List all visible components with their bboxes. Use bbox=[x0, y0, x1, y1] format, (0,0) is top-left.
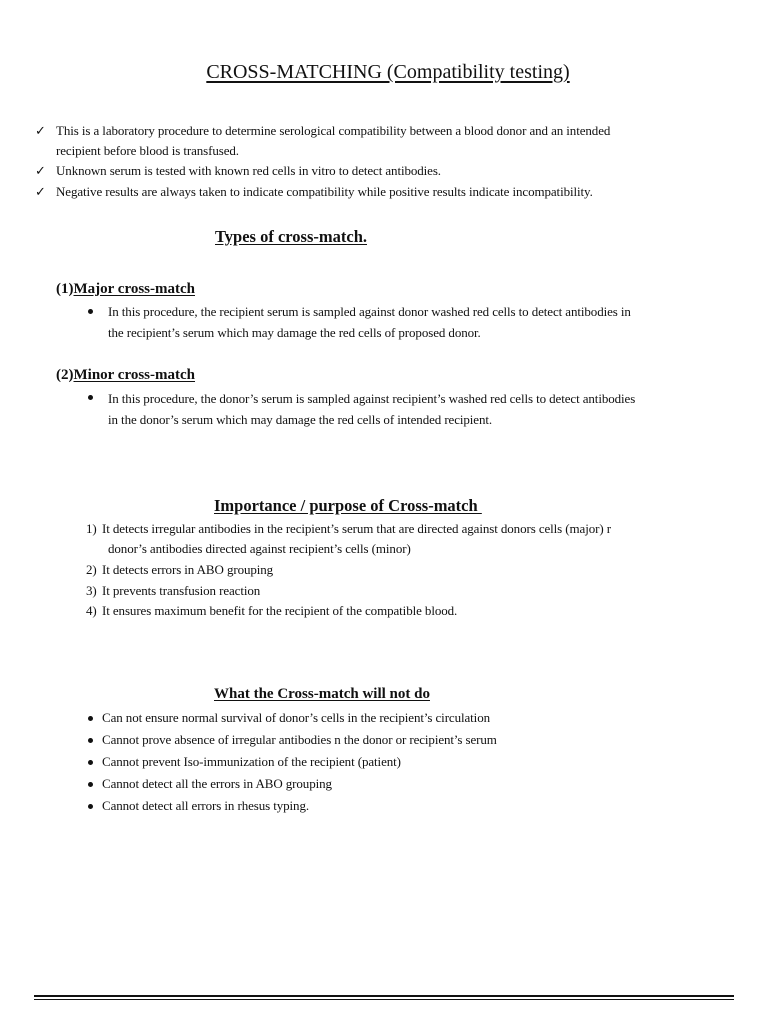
major-text-line-2: the recipient’s serum which may damage the red cells of proposed donor. bbox=[108, 325, 481, 340]
will-not-item-2: Cannot prove absence of irregular antibodies n the donor or recipient’s serum bbox=[102, 732, 497, 747]
minor-text-line-2: in the donor’s serum which may damage the red cells of intended recipient. bbox=[108, 412, 493, 427]
minor-heading bbox=[56, 367, 195, 384]
major-number: (1) bbox=[56, 281, 74, 297]
importance-item-3: It prevents transfusion reaction bbox=[102, 583, 261, 598]
importance-item-4: It ensures maximum benefit for the recipient of the compatible blood. bbox=[102, 603, 458, 618]
will-not-item-4: Cannot detect all the errors in ABO grouping bbox=[102, 776, 332, 791]
intro-item-2: Unknown serum is tested with known red cells in vitro to detect antibodies. bbox=[56, 163, 441, 178]
will-not-item-3: Cannot prevent Iso-immunization of the recipient (patient) bbox=[102, 754, 401, 769]
check-mark-icon: ✓ bbox=[35, 163, 46, 178]
importance-item-1-line-1: It detects irregular antibodies in the recipient’s serum that are directed against donors cells (major) r bbox=[102, 521, 611, 536]
footer-rule bbox=[34, 995, 734, 997]
major-label: Major cross-match bbox=[73, 281, 195, 297]
check-mark-icon: ✓ bbox=[35, 123, 46, 138]
minor-number: (2) bbox=[56, 367, 74, 383]
bullet-icon bbox=[88, 804, 93, 809]
importance-item-1-line-2: donor’s antibodies directed against recipient’s cells (minor) bbox=[108, 541, 411, 556]
intro-item-1-line-2: recipient before blood is transfused. bbox=[56, 143, 239, 158]
importance-number-1: 1) bbox=[86, 521, 97, 536]
major-heading bbox=[56, 281, 195, 298]
importance-number-3: 3) bbox=[86, 583, 97, 598]
major-text-line-1: In this procedure, the recipient serum is sampled against donor washed red cells to detect antibodies in bbox=[108, 304, 631, 319]
bullet-icon bbox=[88, 760, 93, 765]
importance-number-4: 4) bbox=[86, 603, 97, 618]
importance-heading: Importance / purpose of Cross-match bbox=[214, 496, 482, 515]
minor-label: Minor cross-match bbox=[73, 367, 196, 383]
importance-number-2: 2) bbox=[86, 562, 97, 577]
minor-text-line-1: In this procedure, the donor’s serum is sampled against recipient’s washed red cells to detect antibodies bbox=[108, 391, 636, 406]
bullet-icon bbox=[88, 738, 93, 743]
footer-rule-thin bbox=[34, 999, 734, 1000]
bullet-icon bbox=[88, 395, 93, 400]
types-heading: Types of cross-match. bbox=[215, 227, 367, 246]
intro-item-1-line-1: This is a laboratory procedure to determine serological compatibility between a blood donor and an intended bbox=[56, 123, 611, 138]
document-title: CROSS-MATCHING (Compatibility testing) bbox=[206, 61, 570, 83]
will-not-item-5: Cannot detect all errors in rhesus typing. bbox=[102, 798, 309, 813]
check-mark-icon: ✓ bbox=[35, 184, 46, 199]
bullet-icon bbox=[88, 716, 93, 721]
will-not-item-1: Can not ensure normal survival of donor’s cells in the recipient’s circulation bbox=[102, 710, 490, 725]
bullet-icon bbox=[88, 309, 93, 314]
intro-item-3: Negative results are always taken to indicate compatibility while positive results indicate incompatibility. bbox=[56, 184, 593, 199]
importance-item-2: It detects errors in ABO grouping bbox=[102, 562, 274, 577]
bullet-icon bbox=[88, 782, 93, 787]
will-not-heading: What the Cross-match will not do bbox=[214, 686, 430, 702]
